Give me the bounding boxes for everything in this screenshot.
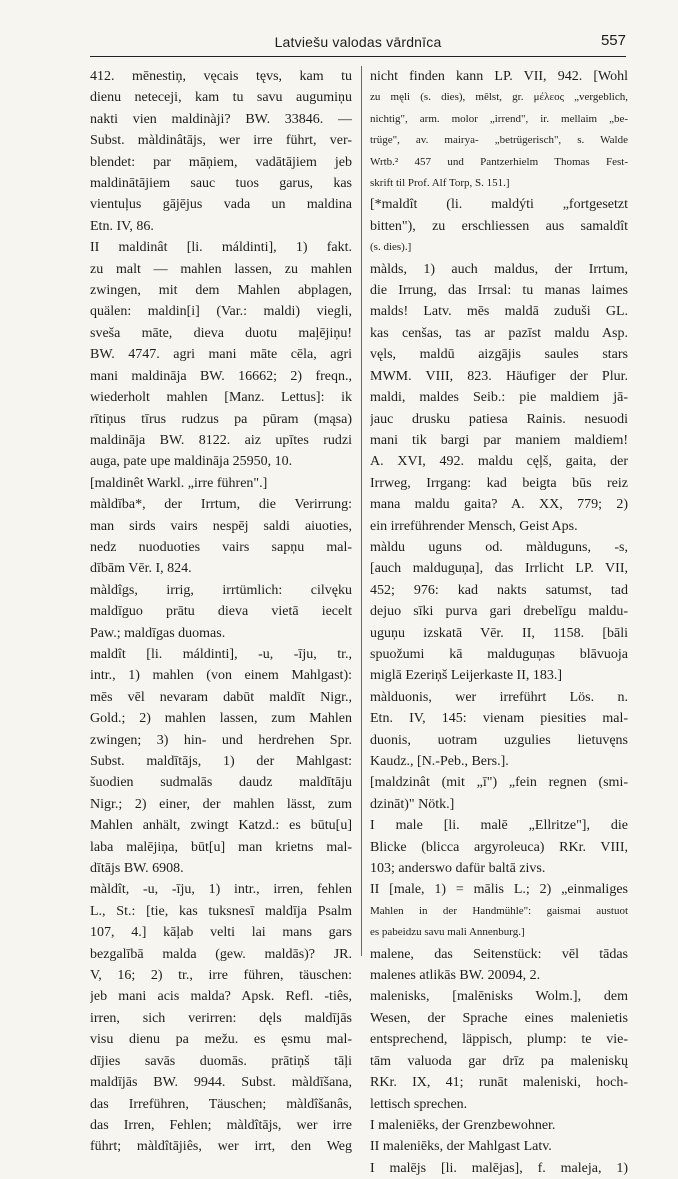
text-line: das Irren, Fehlen; màldîtājs, wer irre — [90, 1117, 352, 1133]
text-line: mani maldināja BW. 16662; 2) freqn., — [90, 368, 352, 384]
text-line: II [male, 1) = mālis L.; 2) „einmaliges — [370, 882, 628, 898]
text-line: Subst. màldinâtājs, wer irre führt, ver- — [90, 133, 352, 149]
text-line: Mahlen anhält, zwingt Katzd.: es būtu[u] — [90, 818, 352, 834]
text-line: uguņu izskatā Vēr. II, 1158. [bāli — [370, 625, 628, 641]
text-line: màldît, -u, -īju, 1) intr., irren, fehlen — [90, 882, 352, 898]
text-line: 452; 976: kad nakts satumst, tad — [370, 582, 628, 598]
page-number: 557 — [600, 32, 626, 49]
text-line: mani tik bargi par maniem maldiem! — [370, 432, 628, 448]
text-line: duonis, uotram uzgulies lietuvęns — [370, 732, 628, 748]
text-line: kas cenšas, tas ar pazīst maldu Asp. — [370, 325, 628, 341]
text-line: dzināt)" Nötk.] — [370, 796, 455, 812]
text-line: das Irreführen, Täuschen; màldîšanâs, — [90, 1096, 352, 1112]
text-line: zu malt — mahlen lassen, zu mahlen — [90, 261, 352, 277]
text-line: spuožumi kā malduguņas blāvuoja — [370, 646, 628, 662]
text-line: sveša māte, dieva duotu maļējiņu! — [90, 325, 352, 341]
text-line: bezgalībā malda (gew. maldās)? JR. — [90, 946, 352, 962]
text-line: tām valuoda gar drīz pa maleniskų — [370, 1053, 628, 1069]
text-line: ein irreführender Mensch, Geist Aps. — [370, 518, 578, 534]
text-line: màlduonis, wer irreführt Lös. n. — [370, 689, 628, 705]
text-line: II maleniēks, der Mahlgast Latv. — [370, 1139, 552, 1155]
text-line: führt; màldîtājiês, wer irrt, den Weg — [90, 1139, 352, 1155]
text-line: malenes atlikās BW. 20094, 2. — [370, 968, 541, 984]
running-title: Latviešu valodas vārdnīca — [274, 34, 442, 50]
text-line: maldît [li. máldinti], -u, -īju, tr., — [90, 646, 352, 662]
text-line: man sirds vairs nespēj saldi aiuoties, — [90, 518, 352, 534]
text-line: irren, sich verirren: dęls maldījās — [90, 1010, 352, 1026]
text-line: Blicke (blicca argyroleuca) RKr. VIII, — [370, 839, 628, 855]
left-column — [90, 66, 352, 1158]
text-line: šuodien sudmalās daudz maldītāju — [90, 775, 352, 791]
text-line: 103; anderswo dafür baltā zivs. — [370, 861, 546, 877]
text-line: nicht finden kann LP. VII, 942. [Wohl — [370, 69, 628, 84]
text-line: Etn. IV, 145: vienam piesities mal- — [370, 711, 628, 727]
text-line: nakti vien maldinàji? BW. 33846. — — [90, 111, 352, 127]
column-divider — [361, 66, 362, 956]
text-line: die Irrung, das Irrsal: tu manas laimes — [370, 283, 628, 299]
text-line: Gold.; 2) mahlen lassen, zum Mahlen — [90, 711, 352, 727]
text-line: rītiņus tīrus rudzus pa pūram (mąsa) — [90, 411, 352, 427]
text-line: (s. dies).] — [370, 241, 412, 254]
text-line: entsprechend, läppisch, plump: te vie- — [370, 1032, 628, 1048]
text-line: màldu uguns od. màlduguns, -s, — [370, 539, 628, 555]
text-line: [auch malduguņa], das Irrlicht LP. VII, — [370, 561, 628, 577]
text-line: [maldzinât (mit „ī") „fein regnen (smi- — [370, 775, 628, 791]
text-line: dejuo sīki purva gari drebelīgu maldu- — [370, 604, 628, 620]
text-line: dījies savās duomās. prātiņš tāļi — [90, 1053, 352, 1069]
text-line: Paw.; maldīgas duomas. — [90, 625, 226, 641]
text-line: màlds, 1) auch maldus, der Irrtum, — [370, 261, 628, 277]
text-line: intr., 1) mahlen (von einem Mahlgast): — [90, 668, 352, 684]
text-line: laba malējiņa, būt[u] man krietns mal- — [90, 839, 352, 855]
text-line: miglā Ezeriņš Leijerkaste II, 183.] — [370, 668, 563, 684]
text-line: zwingen, mit dem Mahlen abplagen, — [90, 283, 352, 299]
text-line: màldîgs, irrig, irrtümlich: cilvęku — [90, 582, 352, 598]
text-line: Wesen, der Sprache eines malenietis — [370, 1010, 628, 1026]
text-line: maldījās BW. 9944. Subst. màldīšana, — [90, 1075, 352, 1091]
text-line: màldība*, der Irrtum, die Verirrung: — [90, 497, 352, 513]
text-line: Irrweg, Irrgang: kad beigta būs reiz — [370, 475, 628, 491]
text-line: L., St.: [tie, kas tuksnesī maldīja Psalm — [90, 903, 352, 919]
text-line: maldīguo prātu dieva vietā iecelt — [90, 604, 352, 620]
text-line: Wrtb.² 457 und Pantzerhielm Thomas Fest- — [370, 155, 628, 168]
text-line: jeb mani acis malda? Apsk. Refl. -tiês, — [90, 989, 352, 1005]
text-line: [*maldît (li. maldýti „fortgesetzt — [370, 197, 628, 213]
text-line: [maldinêt Warkl. „irre führen".] — [90, 475, 268, 491]
text-line: MWM. VIII, 823. Häufiger der Plur. — [370, 368, 628, 384]
text-line: es pabeidzu savu mali Annenburg.] — [370, 926, 525, 939]
text-line: A. XVI, 492. maldu cęļš, gaita, der — [370, 454, 628, 470]
text-line: Etn. IV, 86. — [90, 218, 154, 234]
text-line: malene, das Seitenstück: vēl tādas — [370, 946, 628, 962]
text-line: 412. mēnestiņ, vęcais tęvs, kam tu — [90, 69, 352, 84]
text-line: I malējs [li. malējas], f. maleja, 1) — [370, 1160, 628, 1176]
text-line: Nigr.; 2) einer, der mahlen lässt, zum — [90, 796, 352, 812]
text-line: 107, 4.] kāļab velti lai mans gars — [90, 925, 352, 941]
text-line: mēs vēl nevaram dabūt maldīt Nigr., — [90, 689, 352, 705]
text-line: nedz nuoduoties vairs sapņu mal- — [90, 539, 352, 555]
text-line: zwingen; 3) hin- und herdrehen Spr. — [90, 732, 352, 748]
text-line: Subst. maldītājs, 1) der Mahlgast: — [90, 754, 352, 769]
text-line: quälen: maldin[i] (Var.: maldi) viegli, — [90, 304, 352, 320]
text-line: visu dienu pa mežu. es ęsmu mal- — [90, 1032, 352, 1048]
text-line: I male [li. malē „Ellritze"], die — [370, 818, 628, 834]
text-line: I maleniēks, der Grenzbewohner. — [370, 1117, 556, 1133]
text-line: vientuļus gājējus vada un maldina — [90, 197, 352, 213]
text-line: wiederholt mahlen [Manz. Lettus]: ik — [90, 390, 352, 406]
text-line: dībām Vēr. I, 824. — [90, 561, 192, 577]
text-line: maldi, maldes Seib.: pie maldiem jā- — [370, 390, 628, 406]
text-line: auga, pate upe maldināja 25950, 10. — [90, 454, 293, 470]
text-line: jauc drusku patiesa Rainis. nesuodi — [370, 411, 628, 427]
text-line: maldināja BW. 8122. aiz upītes rudzi — [90, 432, 352, 448]
text-line: maldinātājiem sauc tuos garus, kas — [90, 176, 352, 192]
text-line: mana maldu gaita? A. XX, 779; 2) — [370, 497, 628, 513]
text-line: V, 16; 2) tr., irre führen, täuschen: — [90, 968, 352, 984]
right-column — [370, 66, 628, 1179]
text-line: dienu neteceji, kam tu savu augumiņu — [90, 90, 352, 106]
text-line: Mahlen in der Handmühle": gaismai austuot — [370, 904, 628, 917]
text-line: dītājs BW. 6908. — [90, 861, 184, 877]
text-line: BW. 4747. agri mani māte cēla, agri — [90, 347, 352, 363]
text-line: II maldinât [li. máldinti], 1) fakt. — [90, 240, 352, 256]
text-line: blendet: par māņiem, vadātājiem jeb — [90, 154, 352, 170]
text-line: vęls, maldū aizgājis saules stars — [370, 347, 628, 363]
text-line: nichtig", arm. molor „irrend", ir. mellaim „be- — [370, 112, 628, 125]
text-line: RKr. IX, 41; runāt maleniski, hoch- — [370, 1075, 628, 1091]
text-line: lettisch sprechen. — [370, 1096, 468, 1112]
text-line: Kaudz., [N.-Peb., Bers.]. — [370, 754, 509, 769]
text-line: malenisks, [malēnisks Wolm.], dem — [370, 989, 628, 1005]
text-line: zu męli (s. dies), mêlst, gr. μέλεος „vergeblich, — [370, 91, 628, 104]
text-line: skrift til Prof. Alf Torp, S. 151.] — [370, 177, 510, 190]
text-line: trüge", av. mairya- „betrügerisch", s. Walde — [370, 134, 628, 147]
page-header — [90, 26, 626, 57]
text-line: malds! Latv. mēs maldā zuduši GL. — [370, 304, 628, 320]
text-line: bitten"), zu erschliessen aus samaldît — [370, 218, 628, 234]
